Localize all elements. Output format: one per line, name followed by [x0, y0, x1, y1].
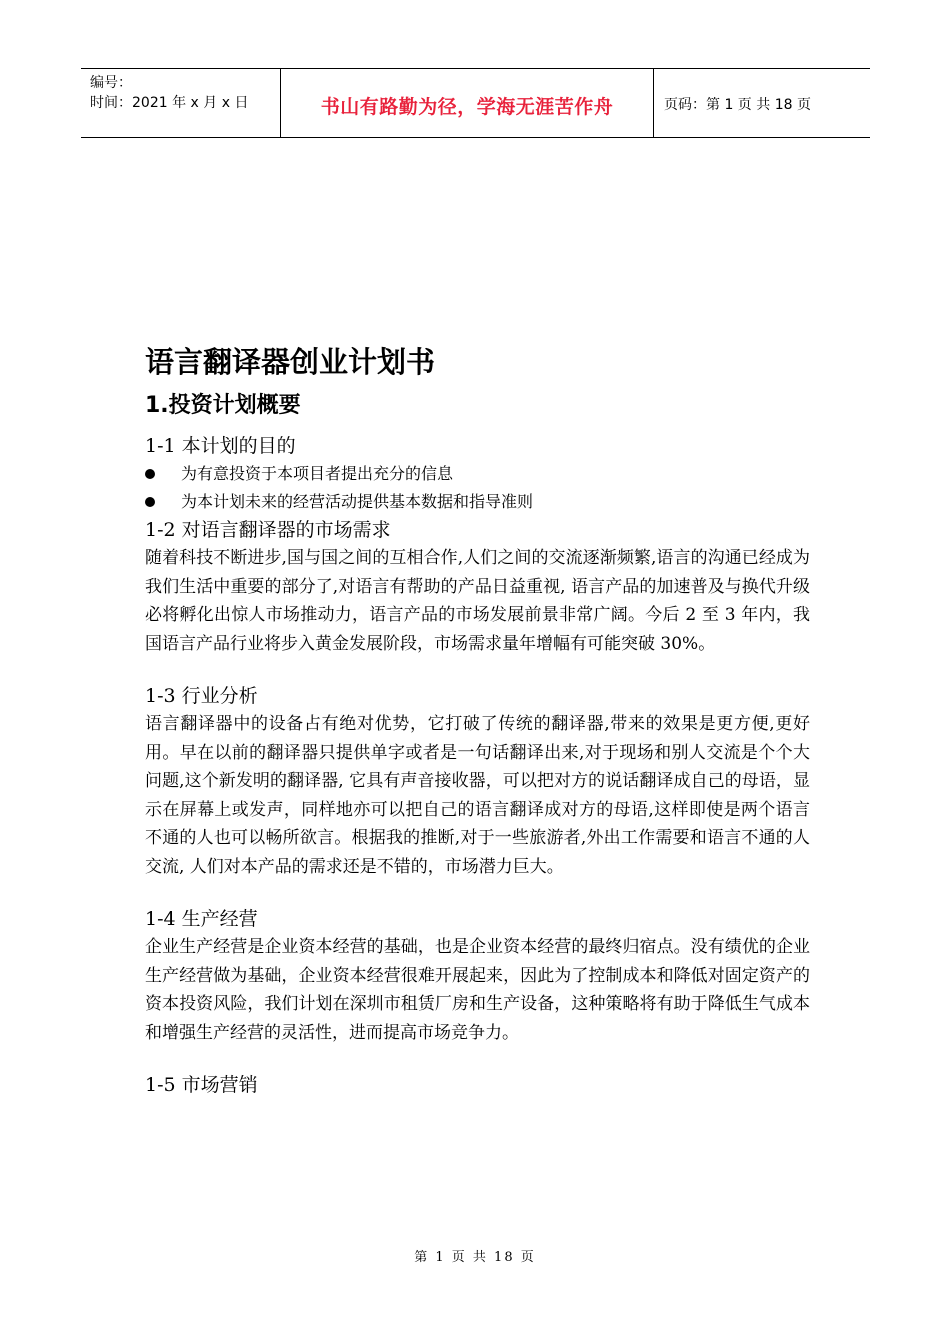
subsection-1-3-heading: 1-3 行业分析: [145, 685, 258, 707]
paragraph-spacer: [145, 881, 810, 905]
bullet-text: 为本计划未来的经营活动提供基本数据和指导准则: [181, 492, 534, 511]
bullet-dot-icon: [145, 497, 155, 507]
subsection-1-5-heading: 1-5 市场营销: [145, 1074, 258, 1096]
subsection-1-2-text: 随着科技不断进步,国与国之间的互相合作,人们之间的交流逐渐频繁,语言的沟通已经成为我们生活中重要的部分了,对语言有帮助的产品日益重视, 语言产品的加速普及与换代升级必将孵化出惊人市场推动力，语言产品的市场发展前景非常广阔。今后 2 至 3 年内，我国语言产品行业将步入黄金发展阶段，市场需求量年增幅有可能突破 30%。: [145, 548, 810, 654]
header-number-label: 编号：: [90, 75, 132, 91]
bullet-dot-icon: [145, 469, 155, 479]
section-1-heading: 1.投资计划概要: [145, 393, 301, 418]
purpose-bullet-list: [145, 460, 810, 516]
bullet-text: 为有意投资于本项目者提出充分的信息: [181, 464, 454, 483]
header-page-info: 页码：第 1 页 共 18 页: [664, 97, 811, 113]
header-date-label: 时间：2021 年 x 月 x 日: [90, 95, 249, 111]
subsection-1-2-heading: 1-2 对语言翻译器的市场需求: [145, 519, 391, 541]
paragraph-spacer: [145, 658, 810, 682]
header-meta: [81, 69, 281, 137]
subsection-1-3-text: 语言翻译器中的设备占有绝对优势，它打破了传统的翻译器,带来的效果是更方便,更好用。早在以前的翻译器只提供单字或者是一句话翻译出来,对于现场和别人交流是个个大问题,这个新发明的翻译器, 它具有声音接收器，可以把对方的说话翻译成自己的母语，显示在屏幕上或发声，同样地亦可以把自己的语言翻译成对方的母语,这样即使是两个语言不通的人也可以畅所欲言。根据我的推断,对于一些旅游者,外出工作需要和语言不通的人交流, 人们对本产品的需求还是不错的，市场潜力巨大。: [145, 714, 810, 877]
subsection-1-4-heading: 1-4 生产经营: [145, 908, 258, 930]
page-footer: 第 1 页 共 18 页: [414, 1250, 536, 1265]
paragraph-spacer: [145, 1047, 810, 1071]
subsection-1-1-heading: 1-1 本计划的目的: [145, 435, 296, 457]
document-body: [145, 340, 810, 1099]
header-motto: 书山有路勤为径，学海无涯苦作舟: [281, 69, 654, 137]
subsection-1-4-text: 企业生产经营是企业资本经营的基础，也是企业资本经营的最终归宿点。没有绩优的企业生产经营做为基础，企业资本经营很难开展起来，因此为了控制成本和降低对固定资产的资本投资风险，我们计划在深圳市租赁厂房和生产设备，这种策略将有助于降低生气成本和增强生产经营的灵活性，进而提高市场竞争力。: [145, 937, 810, 1043]
page-header: [81, 68, 870, 138]
list-item: [145, 488, 810, 516]
list-item: [145, 460, 810, 488]
document-title: 语言翻译器创业计划书: [145, 345, 436, 379]
